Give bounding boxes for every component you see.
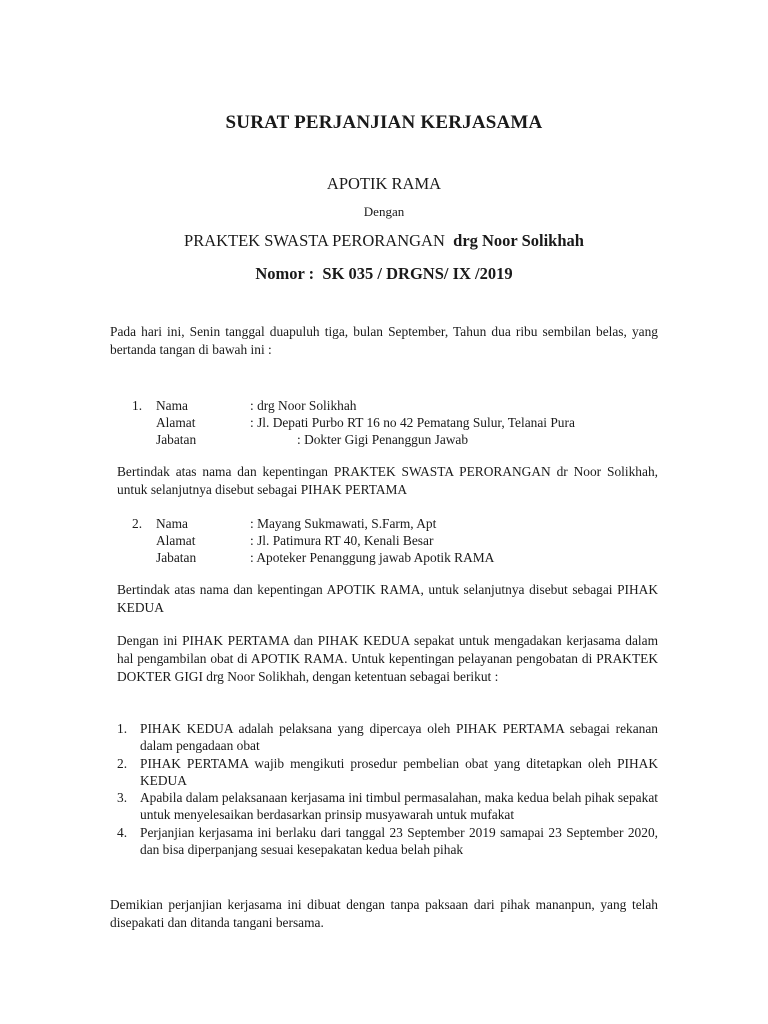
field-label: Jabatan (156, 432, 197, 447)
party-2-row-address (132, 532, 662, 549)
document-number (0, 264, 768, 284)
party-2-statement: Bertindak atas nama dan kepentingan APOTIK RAMA, untuk selanjutnya disebut sebagai PIHAK KEDUA (117, 582, 658, 615)
field-label: Alamat (156, 533, 196, 548)
party-b-name: drg Noor Solikhah (453, 231, 584, 250)
field-value: : Apoteker Penanggung jawab Apotik RAMA (250, 550, 495, 565)
field-label: Jabatan (156, 550, 197, 565)
field-value: : Jl. Depati Purbo RT 16 no 42 Pematang Sulur, Telanai Pura (250, 415, 575, 430)
agreement-paragraph: Dengan ini PIHAK PERTAMA dan PIHAK KEDUA sepakat untuk mengadakan kerjasama dalam hal pengambilan obat di APOTIK RAMA. Untuk kepentingan pelayanan pengobatan di PRAKTEK DOKTER GIGI drg Noor Solikhah, dengan ketentuan sebagai berikut : (117, 633, 658, 684)
number-label: Nomor : (255, 264, 315, 283)
party-a-name: APOTIK RAMA (326, 174, 442, 193)
number-value: SK 035 / DRGNS/ IX /2019 (322, 264, 513, 283)
party-2-block (132, 515, 662, 566)
party-1-row-address (132, 414, 662, 431)
party-b-heading (0, 231, 768, 251)
party-2-number: 2. (132, 516, 143, 531)
field-label: Nama (156, 398, 188, 413)
party-1-statement: Bertindak atas nama dan kepentingan PRAKTEK SWASTA PERORANGAN dr Noor Solikhah, untuk selanjutnya disebut sebagai PIHAK PERTAMA (117, 464, 658, 497)
party-1-row-position (132, 431, 662, 448)
document-title: SURAT PERJANJIAN KERJASAMA (225, 112, 543, 133)
term-number: 4. (117, 824, 128, 840)
term-number: 2. (117, 755, 128, 771)
party-2-row-name (132, 515, 662, 532)
term-item (110, 755, 658, 790)
term-item (110, 789, 658, 824)
term-text: Perjanjian kerjasama ini berlaku dari tanggal 23 September 2019 samapai 23 September 2020, dan bisa diperpanjang sesuai kesepakatan kedua belah pihak (140, 824, 658, 858)
party-b-prefix: PRAKTEK SWASTA PERORANGAN (184, 231, 445, 250)
field-value: : Jl. Patimura RT 40, Kenali Besar (250, 533, 434, 548)
term-number: 1. (117, 721, 128, 736)
field-label: Nama (156, 516, 188, 531)
field-value: : Dokter Gigi Penanggun Jawab (297, 432, 469, 447)
term-item (110, 824, 658, 859)
party-2-row-position (132, 549, 662, 566)
intro-paragraph: Pada hari ini, Senin tanggal duapuluh tiga, bulan September, Tahun dua ribu sembilan belas, yang bertanda tangan di bawah ini : (110, 324, 658, 357)
field-label: Alamat (156, 415, 196, 430)
closing-paragraph: Demikian perjanjian kerjasama ini dibuat dengan tanpa paksaan dari pihak mananpun, yang telah disepakati dan ditanda tangani bersama. (110, 897, 658, 930)
term-item (110, 720, 658, 755)
party-1-number: 1. (132, 398, 143, 413)
term-number: 3. (117, 790, 128, 806)
field-value: : Mayang Sukmawati, S.Farm, Apt (250, 516, 437, 531)
term-text: PIHAK PERTAMA wajib mengikuti prosedur pembelian obat yang ditetapkan oleh PIHAK KEDUA (140, 755, 658, 788)
terms-list (110, 720, 658, 858)
term-text: PIHAK KEDUA adalah pelaksana yang dipercaya oleh PIHAK PERTAMA sebagai rekanan dalam pengadaan obat (140, 721, 658, 754)
connector-text: Dengan (363, 204, 405, 219)
party-1-block (132, 397, 662, 448)
party-1-row-name (132, 397, 662, 414)
term-text: Apabila dalam pelaksanaan kerjasama ini timbul permasalahan, maka kedua belah pihak sepakat untuk menyelesaikan berdasarkan prinsip musyawarah untuk mufakat (140, 790, 658, 823)
field-value: : drg Noor Solikhah (250, 398, 357, 413)
